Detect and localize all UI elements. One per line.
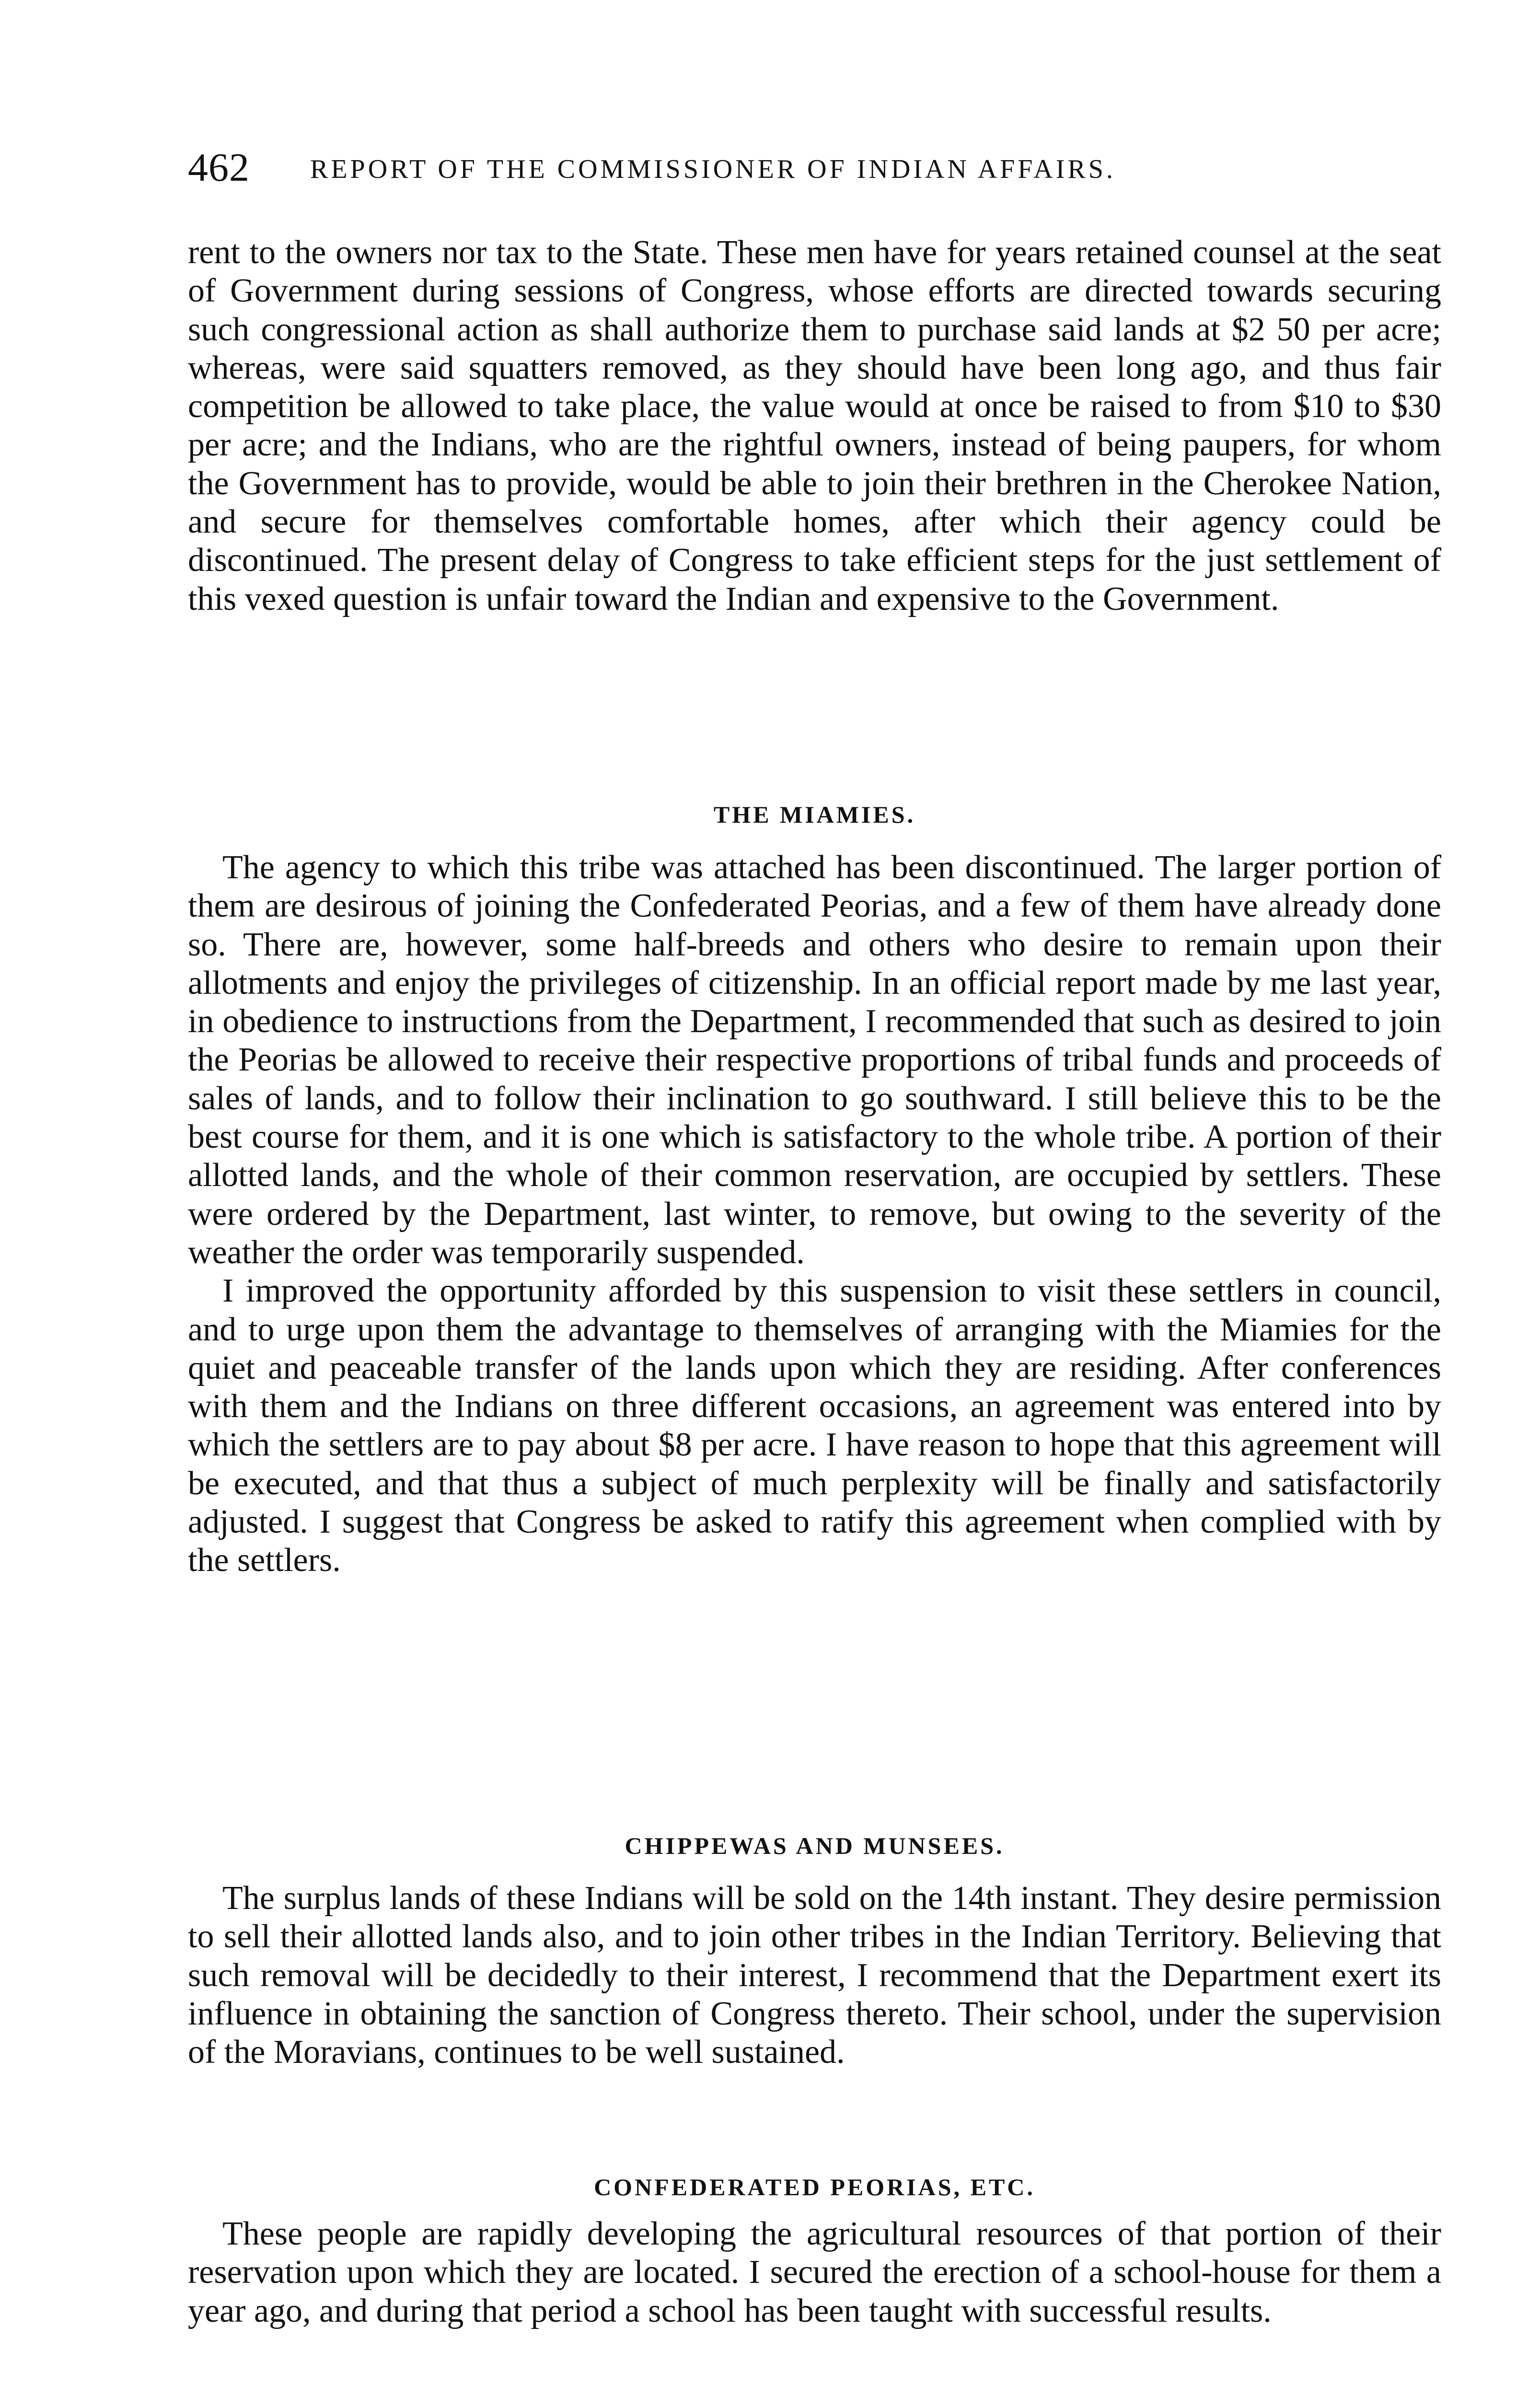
miamies-heading: THE MIAMIES. [713, 801, 916, 828]
chippewas-heading: CHIPPEWAS AND MUNSEES. [625, 1832, 1005, 1859]
chippewas-paragraph: The surplus lands of these Indians will be sold on the 14th instant. They desire permission to sell their allotted lands also, and to join other tribes in the Indian Territory. Believing that such removal will be decidedly to their interest, I recommend that the Department exert its influence in obtaining the sanction of Congress thereto. Their school, under the supervision of the Moravians, continues to be well sustained. [188, 1880, 1441, 2071]
chippewas-section [188, 1879, 1441, 2109]
miamies-paragraph-1: The agency to which this tribe was attached has been discontinued. The larger portion of them are desirous of joining the Confederated Peorias, and a few of them have already done so. There are, however, some half-breeds and others who desire to remain upon their allotments and enjoy the privileges of citizenship. In an official report made by me last year, in obedience to instructions from the Department, I recommended that such as desired to join the Peorias be allowed to receive their respective proportions of tribal funds and proceeds of sales of lands, and to follow their inclination to go southward. I still believe this to be the best course for them, and it is one which is satisfactory to the whole tribe. A portion of their allotted lands, and the whole of their common reservation, are occupied by settlers. These were ordered by the Department, last winter, to remove, but owing to the severity of the weather the order was temporarily suspended. [188, 849, 1441, 1271]
opening-paragraph: rent to the owners nor tax to the State. These men have for years retained counsel at the seat of Government during sessions of Congress, whose efforts are directed towards securing such congressional action as shall authorize them to purchase said lands at $2 50 per acre; whereas, were said squatters removed, as they should have been long ago, and thus fair competition be allowed to take place, the value would at once be raised to from $10 to $30 per acre; and the Indians, who are the rightful owners, instead of being paupers, for whom the Government has to provide, would be able to join their brethren in the Cherokee Nation, and secure for themselves comfortable homes, after which their agency could be discontinued. The present delay of Congress to take efficient steps for the just settlement of this vexed question is unfair toward the Indian and expensive to the Government. [188, 234, 1441, 617]
running-head: REPORT OF THE COMMISSIONER OF INDIAN AFFAIRS. [310, 154, 1116, 184]
page-number: 462 [188, 145, 250, 190]
page-header [188, 144, 1324, 197]
miamies-section [188, 849, 1441, 1769]
opening-section [188, 233, 1441, 729]
miamies-paragraph-2: I improved the opportunity afforded by this suspension to visit these settlers in council, and to urge upon them the advantage to themselves of arranging with the Miamies for the quiet and peaceable transfer of the lands upon which they are residing. After conferences with them and the Indians on three different occasions, an agreement was entered into by which the settlers are to pay about $8 per acre. I have reason to hope that this agreement will be executed, and that thus a subject of much perplexity will be finally and satisfactorily adjusted. I suggest that Congress be asked to ratify this agreement when complied with by the settlers. [188, 1272, 1441, 1579]
peorias-paragraph: These people are rapidly developing the agricultural resources of that portion of their reservation upon which they are located. I secured the erection of a school-house for them a year ago, and during that period a school has been taught with successful results. [188, 2215, 1441, 2329]
peorias-heading: CONFEDERATED PEORIAS, ETC. [594, 2173, 1035, 2200]
peorias-section [188, 2215, 1441, 2373]
